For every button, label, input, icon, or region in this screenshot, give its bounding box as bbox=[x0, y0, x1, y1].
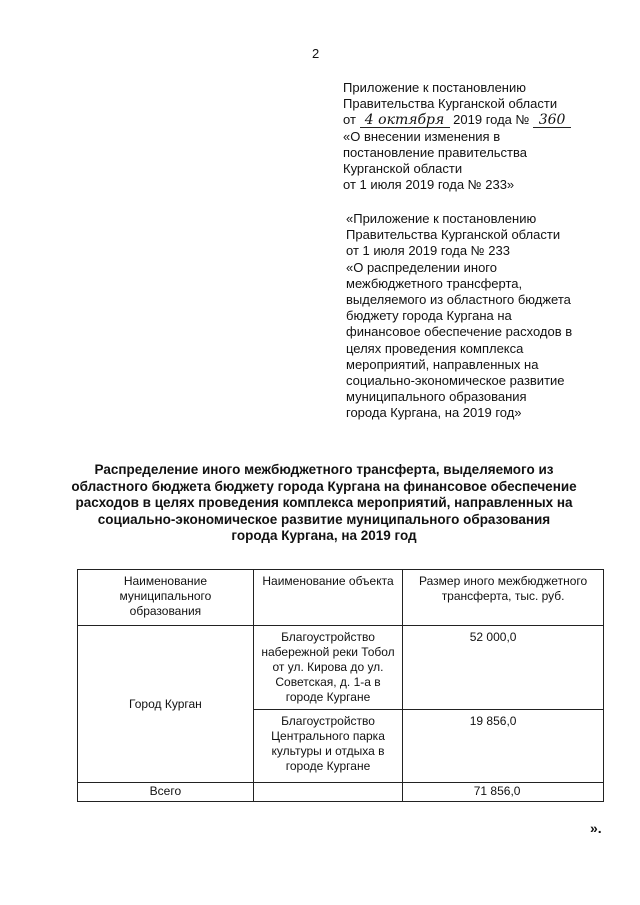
title-line: областного бюджета бюджету города Кургана на финансовое обеспечение bbox=[71, 478, 577, 494]
appendix-line: «О распределении иного bbox=[346, 259, 497, 275]
appendix-line: города Кургана, на 2019 год» bbox=[346, 405, 522, 421]
table-header-row bbox=[78, 570, 604, 626]
appendix-header bbox=[343, 80, 571, 193]
appendix-line: муниципального образования bbox=[346, 389, 527, 405]
municipality-cell: Город Курган bbox=[78, 626, 254, 783]
appendix-line: Правительства Курганской области bbox=[346, 227, 561, 243]
appendix-line: Курганской области bbox=[343, 161, 463, 177]
appendix-line: от 1 июля 2019 года № 233» bbox=[343, 177, 515, 193]
object-cell: Благоустройство Центрального парка культуры и отдыха в городе Кургане bbox=[253, 710, 402, 783]
amount-cell bbox=[403, 626, 604, 710]
title-line: Распределение иного межбюджетного трансферта, выделяемого из bbox=[94, 462, 554, 477]
title-line: расходов в целях проведения комплекса мероприятий, направленных на bbox=[75, 495, 573, 510]
appendix-line: целях проведения комплекса bbox=[346, 340, 524, 356]
table-row bbox=[78, 626, 604, 710]
appendix-line: выделяемого из областного бюджета bbox=[346, 292, 571, 308]
appendix-line: бюджету города Кургана на bbox=[346, 308, 512, 324]
appendix-line: от 1 июля 2019 года № 233 bbox=[346, 243, 510, 259]
appendix-line: межбюджетного трансферта, bbox=[346, 275, 523, 291]
total-amount-cell bbox=[403, 783, 604, 802]
appendix-line: постановление правительства bbox=[343, 144, 527, 160]
header-object: Наименование объекта bbox=[253, 570, 402, 626]
appendix-line: финансовое обеспечение расходов в bbox=[346, 324, 573, 340]
handwritten-number: 360 bbox=[533, 113, 571, 128]
appendix-line: «О внесении изменения в bbox=[343, 128, 501, 144]
header-amount: Размер иного межбюджетного трансферта, тыс. руб. bbox=[403, 570, 604, 626]
appendix-line: Приложение к постановлению bbox=[343, 80, 526, 95]
total-object-cell bbox=[253, 783, 402, 802]
appendix-line: социально-экономическое развитие bbox=[346, 373, 565, 389]
amount-value: 19 856,0 bbox=[469, 714, 517, 728]
header-municipality: Наименование муниципального образования bbox=[78, 570, 254, 626]
amount-cell bbox=[403, 710, 604, 783]
from-label: от bbox=[343, 112, 356, 128]
year-label: 2019 года № bbox=[453, 112, 530, 128]
title-line: города Кургана, на 2019 год bbox=[231, 528, 417, 543]
original-appendix-header bbox=[346, 211, 572, 422]
total-label: Всего bbox=[78, 783, 254, 802]
handwritten-date: 4 октября bbox=[360, 113, 450, 128]
appendix-line: «Приложение к постановлению bbox=[346, 211, 537, 226]
appendix-line: мероприятий, направленных на bbox=[346, 356, 539, 372]
title-line: социально-экономическое развитие муниципального образования bbox=[97, 511, 551, 527]
page-number: 2 bbox=[312, 46, 320, 61]
object-cell: Благоустройство набережной реки Тобол от ул. Кирова до ул. Советская, д. 1-а в городе Кургане bbox=[253, 626, 402, 710]
total-row bbox=[78, 783, 604, 802]
appendix-date-line bbox=[343, 112, 571, 128]
document-title bbox=[70, 462, 578, 545]
distribution-table bbox=[77, 569, 604, 802]
closing-quote: ». bbox=[590, 820, 602, 836]
appendix-line: Правительства Курганской области bbox=[343, 96, 558, 112]
total-amount: 71 856,0 bbox=[473, 784, 521, 798]
amount-value: 52 000,0 bbox=[469, 630, 517, 644]
